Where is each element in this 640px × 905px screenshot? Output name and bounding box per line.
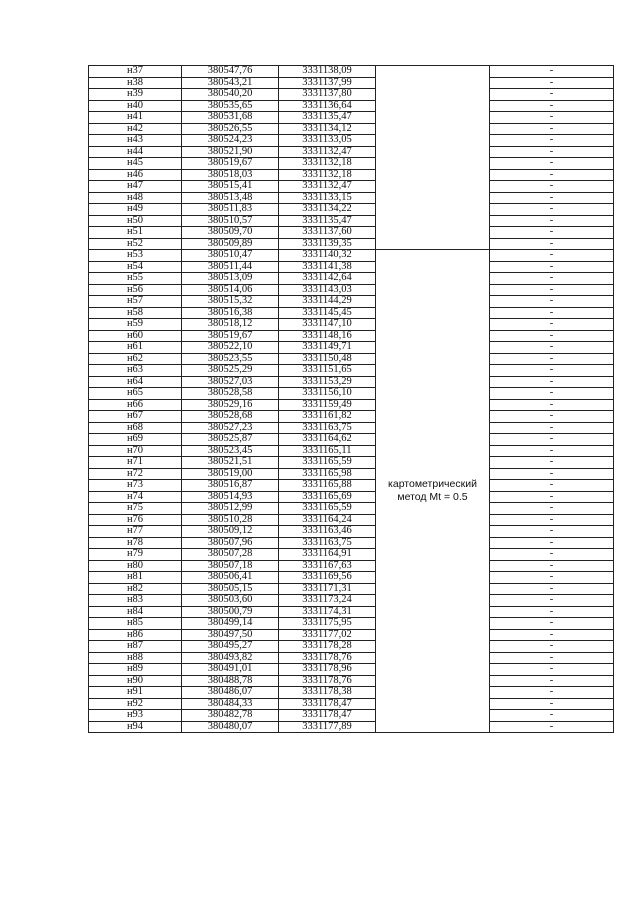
x-coordinate-cell: 380523,55 (182, 353, 279, 365)
dash-cell: - (490, 468, 614, 480)
x-coordinate-cell: 380513,09 (182, 273, 279, 285)
point-name-cell: н62 (89, 353, 182, 365)
table-row (89, 388, 614, 400)
dash-cell: - (490, 457, 614, 469)
y-coordinate-cell: 3331174,31 (279, 606, 376, 618)
method-cell-empty (376, 66, 490, 250)
x-coordinate-cell: 380512,99 (182, 503, 279, 515)
table-row (89, 480, 614, 492)
point-name-cell: н67 (89, 411, 182, 423)
table-row (89, 284, 614, 296)
table-row (89, 583, 614, 595)
table-row (89, 123, 614, 135)
dash-cell: - (490, 399, 614, 411)
point-name-cell: н40 (89, 100, 182, 112)
point-name-cell: н49 (89, 204, 182, 216)
point-name-cell: н63 (89, 365, 182, 377)
y-coordinate-cell: 3331145,45 (279, 307, 376, 319)
y-coordinate-cell: 3331132,47 (279, 146, 376, 158)
table-row (89, 710, 614, 722)
y-coordinate-cell: 3331177,02 (279, 629, 376, 641)
table-row (89, 549, 614, 561)
x-coordinate-cell: 380526,55 (182, 123, 279, 135)
y-coordinate-cell: 3331137,80 (279, 89, 376, 101)
table-row (89, 112, 614, 124)
y-coordinate-cell: 3331134,22 (279, 204, 376, 216)
y-coordinate-cell: 3331135,47 (279, 112, 376, 124)
y-coordinate-cell: 3331177,89 (279, 721, 376, 733)
x-coordinate-cell: 380531,68 (182, 112, 279, 124)
x-coordinate-cell: 380509,89 (182, 238, 279, 250)
table-row (89, 192, 614, 204)
table-row (89, 307, 614, 319)
y-coordinate-cell: 3331164,24 (279, 514, 376, 526)
dash-cell: - (490, 480, 614, 492)
y-coordinate-cell: 3331149,71 (279, 342, 376, 354)
table-row (89, 319, 614, 331)
x-coordinate-cell: 380518,12 (182, 319, 279, 331)
y-coordinate-cell: 3331143,03 (279, 284, 376, 296)
point-name-cell: н71 (89, 457, 182, 469)
y-coordinate-cell: 3331136,64 (279, 100, 376, 112)
point-name-cell: н45 (89, 158, 182, 170)
y-coordinate-cell: 3331153,29 (279, 376, 376, 388)
table-row (89, 687, 614, 699)
y-coordinate-cell: 3331163,75 (279, 537, 376, 549)
y-coordinate-cell: 3331141,38 (279, 261, 376, 273)
y-coordinate-cell: 3331178,28 (279, 641, 376, 653)
y-coordinate-cell: 3331164,91 (279, 549, 376, 561)
dash-cell: - (490, 261, 614, 273)
point-name-cell: н84 (89, 606, 182, 618)
table-row (89, 342, 614, 354)
dash-cell: - (490, 319, 614, 331)
point-name-cell: н42 (89, 123, 182, 135)
dash-cell: - (490, 169, 614, 181)
table-row (89, 89, 614, 101)
y-coordinate-cell: 3331165,88 (279, 480, 376, 492)
point-name-cell: н64 (89, 376, 182, 388)
table-row (89, 353, 614, 365)
table-row (89, 514, 614, 526)
y-coordinate-cell: 3331167,63 (279, 560, 376, 572)
y-coordinate-cell: 3331142,64 (279, 273, 376, 285)
y-coordinate-cell: 3331161,82 (279, 411, 376, 423)
x-coordinate-cell: 380521,90 (182, 146, 279, 158)
table-row (89, 595, 614, 607)
point-name-cell: н53 (89, 250, 182, 262)
y-coordinate-cell: 3331175,95 (279, 618, 376, 630)
dash-cell: - (490, 664, 614, 676)
dash-cell: - (490, 572, 614, 584)
x-coordinate-cell: 380499,14 (182, 618, 279, 630)
dash-cell: - (490, 89, 614, 101)
x-coordinate-cell: 380527,03 (182, 376, 279, 388)
dash-cell: - (490, 675, 614, 687)
x-coordinate-cell: 380523,45 (182, 445, 279, 457)
x-coordinate-cell: 380516,38 (182, 307, 279, 319)
point-name-cell: н93 (89, 710, 182, 722)
dash-cell: - (490, 192, 614, 204)
table-row (89, 227, 614, 239)
point-name-cell: н82 (89, 583, 182, 595)
x-coordinate-cell: 380515,32 (182, 296, 279, 308)
x-coordinate-cell: 380513,48 (182, 192, 279, 204)
point-name-cell: н50 (89, 215, 182, 227)
y-coordinate-cell: 3331163,46 (279, 526, 376, 538)
point-name-cell: н68 (89, 422, 182, 434)
x-coordinate-cell: 380525,29 (182, 365, 279, 377)
x-coordinate-cell: 380511,44 (182, 261, 279, 273)
point-name-cell: н94 (89, 721, 182, 733)
point-name-cell: н37 (89, 66, 182, 78)
point-name-cell: н56 (89, 284, 182, 296)
point-name-cell: н43 (89, 135, 182, 147)
table-row (89, 169, 614, 181)
y-coordinate-cell: 3331147,10 (279, 319, 376, 331)
y-coordinate-cell: 3331178,47 (279, 698, 376, 710)
point-name-cell: н89 (89, 664, 182, 676)
x-coordinate-cell: 380518,03 (182, 169, 279, 181)
table-row (89, 146, 614, 158)
y-coordinate-cell: 3331163,75 (279, 422, 376, 434)
table-row (89, 537, 614, 549)
x-coordinate-cell: 380484,33 (182, 698, 279, 710)
x-coordinate-cell: 380495,27 (182, 641, 279, 653)
dash-cell: - (490, 365, 614, 377)
point-name-cell: н88 (89, 652, 182, 664)
point-name-cell: н83 (89, 595, 182, 607)
method-label: картометрический (388, 478, 477, 490)
dash-cell: - (490, 422, 614, 434)
point-name-cell: н59 (89, 319, 182, 331)
x-coordinate-cell: 380515,41 (182, 181, 279, 193)
table-row (89, 411, 614, 423)
point-name-cell: н87 (89, 641, 182, 653)
table-row (89, 618, 614, 630)
y-coordinate-cell: 3331139,35 (279, 238, 376, 250)
table-row (89, 365, 614, 377)
x-coordinate-cell: 380509,70 (182, 227, 279, 239)
point-name-cell: н70 (89, 445, 182, 457)
table-row (89, 641, 614, 653)
x-coordinate-cell: 380503,60 (182, 595, 279, 607)
x-coordinate-cell: 380543,21 (182, 77, 279, 89)
x-coordinate-cell: 380507,96 (182, 537, 279, 549)
point-name-cell: н65 (89, 388, 182, 400)
point-name-cell: н90 (89, 675, 182, 687)
table-row (89, 629, 614, 641)
x-coordinate-cell: 380529,16 (182, 399, 279, 411)
y-coordinate-cell: 3331132,18 (279, 158, 376, 170)
dash-cell: - (490, 514, 614, 526)
table-row (89, 238, 614, 250)
y-coordinate-cell: 3331178,47 (279, 710, 376, 722)
dash-cell: - (490, 549, 614, 561)
dash-cell: - (490, 537, 614, 549)
y-coordinate-cell: 3331135,47 (279, 215, 376, 227)
table-row (89, 158, 614, 170)
point-name-cell: н77 (89, 526, 182, 538)
y-coordinate-cell: 3331165,59 (279, 457, 376, 469)
x-coordinate-cell: 380500,79 (182, 606, 279, 618)
table-row (89, 457, 614, 469)
dash-cell: - (490, 698, 614, 710)
table-row (89, 250, 614, 262)
x-coordinate-cell: 380493,82 (182, 652, 279, 664)
table-row (89, 215, 614, 227)
point-name-cell: н66 (89, 399, 182, 411)
point-name-cell: н61 (89, 342, 182, 354)
x-coordinate-cell: 380521,51 (182, 457, 279, 469)
dash-cell: - (490, 606, 614, 618)
dash-cell: - (490, 66, 614, 78)
table-row (89, 261, 614, 273)
dash-cell: - (490, 181, 614, 193)
x-coordinate-cell: 380480,07 (182, 721, 279, 733)
dash-cell: - (490, 595, 614, 607)
dash-cell: - (490, 307, 614, 319)
dash-cell: - (490, 629, 614, 641)
x-coordinate-cell: 380519,67 (182, 158, 279, 170)
point-name-cell: н58 (89, 307, 182, 319)
x-coordinate-cell: 380482,78 (182, 710, 279, 722)
point-name-cell: н81 (89, 572, 182, 584)
point-name-cell: н85 (89, 618, 182, 630)
table-row (89, 296, 614, 308)
dash-cell: - (490, 158, 614, 170)
dash-cell: - (490, 710, 614, 722)
x-coordinate-cell: 380535,65 (182, 100, 279, 112)
dash-cell: - (490, 135, 614, 147)
dash-cell: - (490, 687, 614, 699)
y-coordinate-cell: 3331133,15 (279, 192, 376, 204)
table-row (89, 399, 614, 411)
table-row (89, 675, 614, 687)
x-coordinate-cell: 380514,93 (182, 491, 279, 503)
x-coordinate-cell: 380547,76 (182, 66, 279, 78)
table-row (89, 330, 614, 342)
y-coordinate-cell: 3331148,16 (279, 330, 376, 342)
table-row (89, 721, 614, 733)
point-name-cell: н47 (89, 181, 182, 193)
point-name-cell: н92 (89, 698, 182, 710)
x-coordinate-cell: 380488,78 (182, 675, 279, 687)
dash-cell: - (490, 583, 614, 595)
point-name-cell: н55 (89, 273, 182, 285)
point-name-cell: н91 (89, 687, 182, 699)
x-coordinate-cell: 380524,23 (182, 135, 279, 147)
coordinates-table-body (89, 66, 614, 733)
point-name-cell: н46 (89, 169, 182, 181)
table-row (89, 181, 614, 193)
point-name-cell: н41 (89, 112, 182, 124)
dash-cell: - (490, 445, 614, 457)
point-name-cell: н80 (89, 560, 182, 572)
dash-cell: - (490, 721, 614, 733)
x-coordinate-cell: 380510,57 (182, 215, 279, 227)
y-coordinate-cell: 3331164,62 (279, 434, 376, 446)
point-name-cell: н69 (89, 434, 182, 446)
point-name-cell: н75 (89, 503, 182, 515)
x-coordinate-cell: 380505,15 (182, 583, 279, 595)
y-coordinate-cell: 3331133,05 (279, 135, 376, 147)
y-coordinate-cell: 3331178,76 (279, 652, 376, 664)
y-coordinate-cell: 3331159,49 (279, 399, 376, 411)
y-coordinate-cell: 3331169,56 (279, 572, 376, 584)
table-row (89, 491, 614, 503)
table-row (89, 560, 614, 572)
table-row (89, 66, 614, 78)
y-coordinate-cell: 3331132,47 (279, 181, 376, 193)
dash-cell: - (490, 215, 614, 227)
dash-cell: - (490, 376, 614, 388)
x-coordinate-cell: 380528,58 (182, 388, 279, 400)
x-coordinate-cell: 380510,28 (182, 514, 279, 526)
y-coordinate-cell: 3331140,32 (279, 250, 376, 262)
dash-cell: - (490, 434, 614, 446)
table-row (89, 572, 614, 584)
point-name-cell: н51 (89, 227, 182, 239)
table-row (89, 273, 614, 285)
x-coordinate-cell: 380491,01 (182, 664, 279, 676)
y-coordinate-cell: 3331132,18 (279, 169, 376, 181)
x-coordinate-cell: 380519,67 (182, 330, 279, 342)
x-coordinate-cell: 380528,68 (182, 411, 279, 423)
table-row (89, 503, 614, 515)
x-coordinate-cell: 380525,87 (182, 434, 279, 446)
table-row (89, 526, 614, 538)
dash-cell: - (490, 503, 614, 515)
x-coordinate-cell: 380519,00 (182, 468, 279, 480)
x-coordinate-cell: 380506,41 (182, 572, 279, 584)
table-row (89, 606, 614, 618)
table-row (89, 100, 614, 112)
dash-cell: - (490, 641, 614, 653)
point-name-cell: н79 (89, 549, 182, 561)
dash-cell: - (490, 77, 614, 89)
point-name-cell: н54 (89, 261, 182, 273)
dash-cell: - (490, 491, 614, 503)
point-name-cell: н86 (89, 629, 182, 641)
table-row (89, 652, 614, 664)
point-name-cell: н38 (89, 77, 182, 89)
y-coordinate-cell: 3331165,98 (279, 468, 376, 480)
y-coordinate-cell: 3331150,48 (279, 353, 376, 365)
x-coordinate-cell: 380540,20 (182, 89, 279, 101)
point-name-cell: н60 (89, 330, 182, 342)
y-coordinate-cell: 3331144,29 (279, 296, 376, 308)
y-coordinate-cell: 3331171,31 (279, 583, 376, 595)
y-coordinate-cell: 3331138,09 (279, 66, 376, 78)
dash-cell: - (490, 146, 614, 158)
point-name-cell: н39 (89, 89, 182, 101)
x-coordinate-cell: 380507,28 (182, 549, 279, 561)
point-name-cell: н52 (89, 238, 182, 250)
table-row (89, 135, 614, 147)
table-row (89, 698, 614, 710)
y-coordinate-cell: 3331165,11 (279, 445, 376, 457)
dash-cell: - (490, 342, 614, 354)
x-coordinate-cell: 380510,47 (182, 250, 279, 262)
point-name-cell: н48 (89, 192, 182, 204)
x-coordinate-cell: 380497,50 (182, 629, 279, 641)
y-coordinate-cell: 3331151,65 (279, 365, 376, 377)
x-coordinate-cell: 380514,06 (182, 284, 279, 296)
y-coordinate-cell: 3331173,24 (279, 595, 376, 607)
y-coordinate-cell: 3331165,59 (279, 503, 376, 515)
table-row (89, 422, 614, 434)
point-name-cell: н44 (89, 146, 182, 158)
dash-cell: - (490, 618, 614, 630)
dash-cell: - (490, 273, 614, 285)
table-row (89, 376, 614, 388)
dash-cell: - (490, 123, 614, 135)
dash-cell: - (490, 330, 614, 342)
dash-cell: - (490, 526, 614, 538)
y-coordinate-cell: 3331165,69 (279, 491, 376, 503)
point-name-cell: н76 (89, 514, 182, 526)
dash-cell: - (490, 112, 614, 124)
dash-cell: - (490, 411, 614, 423)
y-coordinate-cell: 3331178,38 (279, 687, 376, 699)
dash-cell: - (490, 560, 614, 572)
dash-cell: - (490, 227, 614, 239)
x-coordinate-cell: 380522,10 (182, 342, 279, 354)
method-cell (376, 250, 490, 733)
y-coordinate-cell: 3331178,96 (279, 664, 376, 676)
point-name-cell: н72 (89, 468, 182, 480)
table-row (89, 664, 614, 676)
table-row (89, 468, 614, 480)
dash-cell: - (490, 250, 614, 262)
point-name-cell: н74 (89, 491, 182, 503)
y-coordinate-cell: 3331137,60 (279, 227, 376, 239)
coordinates-table (88, 65, 614, 733)
x-coordinate-cell: 380516,87 (182, 480, 279, 492)
table-row (89, 445, 614, 457)
dash-cell: - (490, 238, 614, 250)
point-name-cell: н73 (89, 480, 182, 492)
point-name-cell: н57 (89, 296, 182, 308)
dash-cell: - (490, 204, 614, 216)
x-coordinate-cell: 380507,18 (182, 560, 279, 572)
x-coordinate-cell: 380509,12 (182, 526, 279, 538)
dash-cell: - (490, 296, 614, 308)
dash-cell: - (490, 100, 614, 112)
dash-cell: - (490, 652, 614, 664)
method-accuracy-label: метод Mt = 0.5 (397, 491, 468, 503)
table-row (89, 434, 614, 446)
x-coordinate-cell: 380511,83 (182, 204, 279, 216)
dash-cell: - (490, 353, 614, 365)
x-coordinate-cell: 380527,23 (182, 422, 279, 434)
x-coordinate-cell: 380486,07 (182, 687, 279, 699)
y-coordinate-cell: 3331156,10 (279, 388, 376, 400)
y-coordinate-cell: 3331137,99 (279, 77, 376, 89)
y-coordinate-cell: 3331178,76 (279, 675, 376, 687)
dash-cell: - (490, 388, 614, 400)
table-row (89, 77, 614, 89)
y-coordinate-cell: 3331134,12 (279, 123, 376, 135)
point-name-cell: н78 (89, 537, 182, 549)
dash-cell: - (490, 284, 614, 296)
table-row (89, 204, 614, 216)
